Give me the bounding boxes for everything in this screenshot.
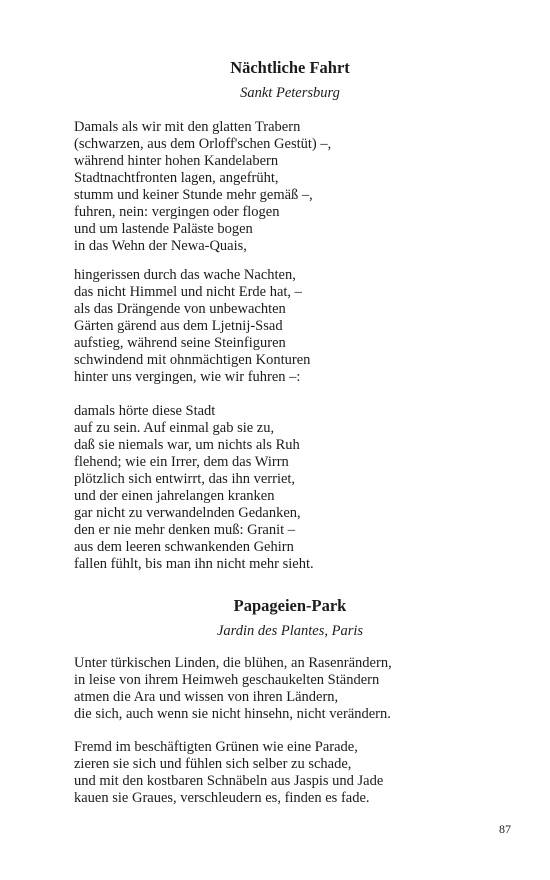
poem-line: gar nicht zu verwandelnden Gedanken, bbox=[74, 505, 301, 521]
poem-line: den er nie mehr denken muß: Granit – bbox=[74, 522, 296, 538]
poem-subtitle: Sankt Petersburg bbox=[240, 85, 340, 101]
poem-line: Damals als wir mit den glatten Trabern bbox=[74, 119, 301, 135]
poem-line: und der einen jahrelangen kranken bbox=[74, 488, 275, 504]
poem-title: Nächtliche Fahrt bbox=[230, 58, 350, 77]
poem-stanza bbox=[74, 403, 314, 573]
poem-line: aus dem leeren schwankenden Gehirn bbox=[74, 539, 294, 555]
poem-line: flehend; wie ein Irrer, dem das Wirrn bbox=[74, 454, 289, 470]
page-number: 87 bbox=[499, 822, 511, 836]
poem-line: Stadtnachtfronten lagen, angefrüht, bbox=[74, 170, 279, 186]
poem-line: und mit den kostbaren Schnäbeln aus Jaspis und Jade bbox=[74, 773, 384, 789]
poem-line: das nicht Himmel und nicht Erde hat, – bbox=[74, 284, 302, 300]
poem-line: stumm und keiner Stunde mehr gemäß –, bbox=[74, 187, 313, 203]
poem-line: und um lastende Paläste bogen bbox=[74, 221, 253, 237]
poem-line: in das Wehn der Newa-Quais, bbox=[74, 238, 247, 254]
poem-stanza bbox=[74, 739, 383, 807]
poem-stanza bbox=[74, 119, 331, 255]
poem-line: Fremd im beschäftigten Grünen wie eine Parade, bbox=[74, 739, 358, 755]
poem-line: daß sie niemals war, um nichts als Ruh bbox=[74, 437, 300, 453]
poem-line: atmen die Ara und wissen von ihren Ländern, bbox=[74, 689, 339, 705]
poem-line: während hinter hohen Kandelabern bbox=[74, 153, 279, 169]
poem-line: die sich, auch wenn sie nicht hinsehn, nicht verändern. bbox=[74, 706, 391, 722]
poem-line: zieren sie sich und fühlen sich selber zu schade, bbox=[74, 756, 352, 772]
poem-line: Gärten gärend aus dem Ljetnij-Ssad bbox=[74, 318, 283, 334]
poem-title: Papageien-Park bbox=[233, 596, 347, 615]
poem-line: (schwarzen, aus dem Orloff'schen Gestüt) –, bbox=[74, 136, 332, 152]
poem-line: fallen fühlt, bis man ihn nicht mehr sieht. bbox=[74, 556, 314, 572]
poem-subtitle: Jardin des Plantes, Paris bbox=[216, 623, 364, 639]
poem-line: schwindend mit ohnmächtigen Konturen bbox=[74, 352, 311, 368]
poem-line: aufstieg, während seine Steinfiguren bbox=[74, 335, 286, 351]
poem-line: Unter türkischen Linden, die blühen, an Rasenrändern, bbox=[74, 655, 392, 671]
poem-line: hingerissen durch das wache Nachten, bbox=[74, 267, 296, 283]
poem-stanza bbox=[74, 267, 310, 386]
poem-line: als das Drängende von unbewachten bbox=[74, 301, 286, 317]
poem-line: hinter uns vergingen, wie wir fuhren –: bbox=[74, 369, 301, 385]
poem-line: fuhren, nein: vergingen oder flogen bbox=[74, 204, 280, 220]
poem-line: auf zu sein. Auf einmal gab sie zu, bbox=[74, 420, 275, 436]
poem-line: in leise von ihrem Heimweh geschaukelten Ständern bbox=[74, 672, 380, 688]
poem-line: kauen sie Graues, verschleudern es, finden es fade. bbox=[74, 790, 370, 806]
poem-line: plötzlich sich entwirrt, das ihn verriet, bbox=[74, 471, 296, 487]
poem-stanza bbox=[74, 655, 392, 723]
poem-line: damals hörte diese Stadt bbox=[74, 403, 216, 419]
